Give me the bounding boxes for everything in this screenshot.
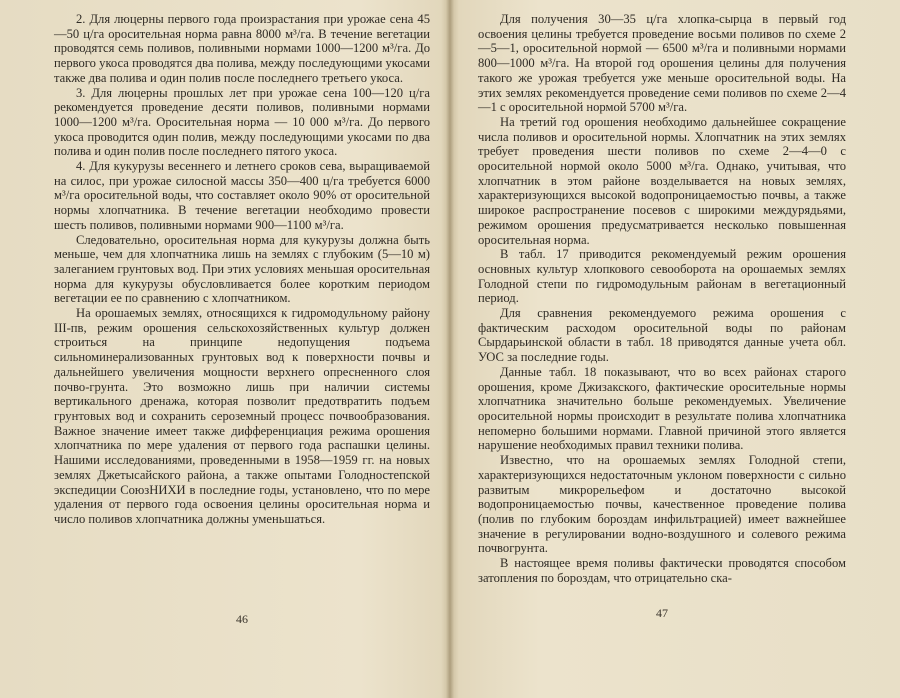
- right-page-text: [478, 12, 846, 585]
- left-page-number: 46: [236, 612, 248, 626]
- right-page: [478, 12, 846, 688]
- right-paragraph: Для сравнения рекомендуемого режима орошения с фактическим расходом оросительной воды по районам Сырдарьинской области в табл. 18 приводятся данные учета обл. УОС за последние годы.: [478, 306, 846, 365]
- right-page-number: 47: [656, 606, 668, 620]
- left-paragraph: 4. Для кукурузы весеннего и летнего сроков сева, выращиваемой на силос, при урожае силосной массы 350—400 ц/га требуется 6000 м³/га оросительной воды, что составляет около 90% от оросительной нормы хлопчатника. В течение вегетации необходимо провести шесть поливов, поливными нормами 900—1100 м³/га.: [54, 159, 430, 232]
- right-paragraph: В настоящее время поливы фактически проводятся способом затопления по бороздам, что отрицательно ска-: [478, 556, 846, 585]
- left-page: [54, 12, 430, 688]
- left-page-text: [54, 12, 430, 527]
- book-gutter: [446, 0, 454, 698]
- right-paragraph: На третий год орошения необходимо дальнейшее сокращение числа поливов и оросительной нормы. Хлопчатник на этих землях требует проведения шести поливов по схеме 2—4—0 с оросительной нормой около 5000 м³/га. Однако, учитывая, что хлопчатник в этом районе возделывается на новых землях, характеризующихся высокой водопроницаемостью почвы, а также широкое распространение посевов с широкими междурядьями, режимом орошения предусматривается несколько повышенная оросительная норма.: [478, 114, 846, 247]
- right-paragraph: Для получения 30—35 ц/га хлопка-сырца в первый год освоения целины требуется проведение восьми поливов по схеме 2—5—1, оросительной нормой — 6500 м³/га и поливными нормами 800—1000 м³/га. На второй год орошения целины для получения такого же урожая требуется уже меньше оросительной воды. На этих землях рекомендуется проведение семи поливов по схеме 2—4—1 с оросительной нормой 5700 м³/га.: [478, 12, 846, 115]
- left-paragraph: Следовательно, оросительная норма для кукурузы должна быть меньше, чем для хлопчатника лишь на землях с глубоким (5—10 м) залеганием грунтовых вод. При этих условиях меньшая оросительная норма для кукурузы обусловливается более коротким периодом вегетации ее по сравнению с хлопчатником.: [54, 232, 430, 306]
- left-paragraph: 2. Для люцерны первого года произрастания при урожае сена 45—50 ц/га оросительная норма равна 8000 м³/га. В течение вегетации проводятся семь поливов, поливными нормами 1000—1200 м³/га. До первого укоса проводятся два полива, между последующими укосами также два полива и один полив после последнего третьего укоса.: [54, 12, 430, 85]
- left-paragraph: На орошаемых землях, относящихся к гидромодульному району III-пв, режим орошения сельскохозяйственных культур должен строиться на принципе недопущения подъема сильноминерализованных грунтовых вод к поверхности почвы и дальнейшего увеличения мощности верхнего опресненного слоя почво-грунта. Это возможно лишь при наличии системы вертикального дренажа, которая позволит предотвратить подъем грунтовых вод и сохранить сероземный процесс почвообразования. Важное значение имеет также дифференциация режима орошения хлопчатника по мере удаления от первого года распашки целины. Нашими исследованиями, проведенными в 1958—1959 гг. на новых землях Джетысайского района, а также опытами Голодностепской экспедиции СоюзНИХИ в последние годы, установлено, что по мере удаления от первого года освоения целины оросительная норма и число поливов хлопчатника должны уменьшаться.: [54, 306, 430, 526]
- right-paragraph: В табл. 17 приводится рекомендуемый режим орошения основных культур хлопкового севооборота на орошаемых землях Голодной степи по гидромодульным районам в вегетационный период.: [478, 247, 846, 306]
- right-paragraph: Известно, что на орошаемых землях Голодной степи, характеризующихся недостаточным уклоном поверхности с сильно развитым микрорельефом и достаточно высокой водопроницаемостью почвы, качественное проведение полива (полив по глубоким бороздам инфильтрацией) имеет важнейшее значение в регулировании водно-воздушного и солевого режима почвогрунта.: [478, 453, 846, 556]
- right-paragraph: Данные табл. 18 показывают, что во всех районах старого орошения, кроме Джизакского, фактические оросительные нормы хлопчатника значительно больше рекомендуемых. Увеличение оросительной нормы происходит в результате полива хлопчатника непомерно большими нормами. Главной причиной этого является нарушение необходимых правил техники полива.: [478, 364, 846, 453]
- left-paragraph: 3. Для люцерны прошлых лет при урожае сена 100—120 ц/га рекомендуется проведение десяти поливов, поливными нормами 1000—1200 м³/га. Оросительная норма — 10 000 м³/га. До первого укоса проводится один полив, между последующими укосами по два полива и один полив после последнего пятого укоса.: [54, 85, 430, 159]
